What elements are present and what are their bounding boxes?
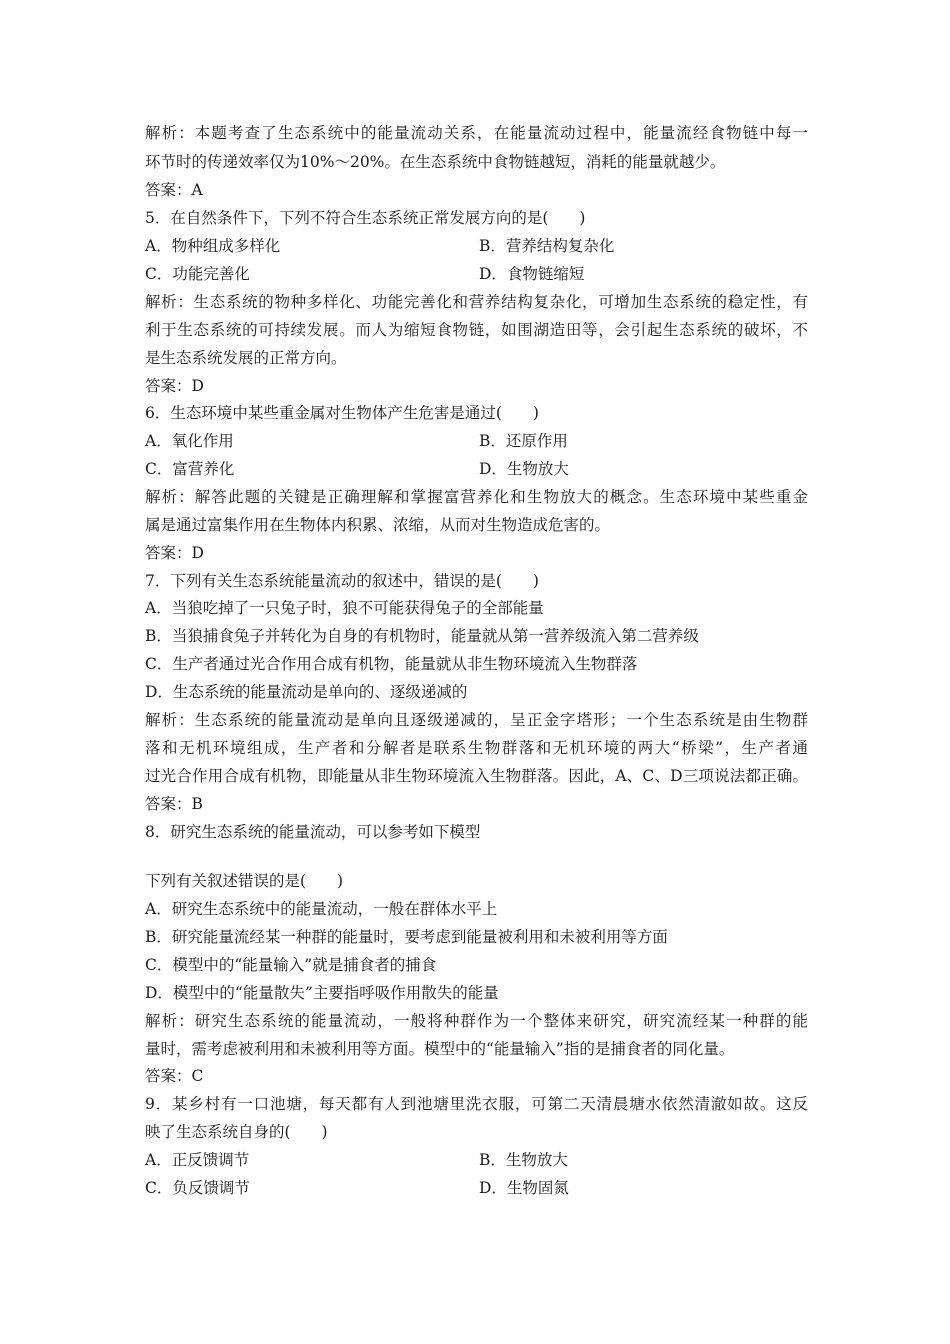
q8-sub-stem: 下列有关叙述错误的是( ) xyxy=(145,872,344,890)
q5-stem: 5．在自然条件下，下列不符合生态系统正常发展方向的是( ) xyxy=(145,209,586,227)
q5-option-b: B．营养结构复杂化 xyxy=(479,237,615,255)
q9-option-a: A．正反馈调节 xyxy=(145,1151,250,1169)
q8-option-a: A．研究生态系统中的能量流动，一般在群体水平上 xyxy=(145,900,498,918)
q9-option-b: B．生物放大 xyxy=(479,1151,568,1169)
q5-analysis-line-1: 解析：生态系统的物种多样化、功能完善化和营养结构复杂化，可增加生态系统的稳定性，有 xyxy=(145,293,808,311)
q8-option-d: D．模型中的“能量散失”主要指呼吸作用散失的能量 xyxy=(145,984,499,1002)
q6-analysis-line-2: 属是通过富集作用在生物体内积累、浓缩，从而对生物造成危害的。 xyxy=(145,516,611,534)
q4-analysis-line-1: 解析：本题考查了生态系统中的能量流动关系，在能量流动过程中，能量流经食物链中每一 xyxy=(145,124,808,142)
q7-option-b: B．当狼捕食兔子并转化为自身的有机物时，能量就从第一营养级流入第二营养级 xyxy=(145,627,699,645)
q6-analysis-line-1: 解析：解答此题的关键是正确理解和掌握富营养化和生物放大的概念。生态环境中某些重金 xyxy=(145,488,808,506)
q5-option-a: A．物种组成多样化 xyxy=(145,237,281,255)
q6-option-d: D．生物放大 xyxy=(479,460,569,478)
q7-option-c: C．生产者通过光合作用合成有机物，能量就从非生物环境流入生物群落 xyxy=(145,655,638,673)
q5-analysis-line-2: 利于生态系统的可持续发展。而人为缩短食物链，如围湖造田等，会引起生态系统的破坏，不 xyxy=(145,321,808,339)
q9-stem-line-1: 9．某乡村有一口池塘，每天都有人到池塘里洗衣服，可第二天清晨塘水依然清澈如故。这反 xyxy=(145,1095,808,1113)
q8-analysis-line-1: 解析：研究生态系统的能量流动，一般将种群作为一个整体来研究，研究流经某一种群的能 xyxy=(145,1012,808,1030)
q7-option-d: D．生态系统的能量流动是单向的、逐级递减的 xyxy=(145,683,468,701)
q5-analysis-line-3: 是生态系统发展的正常方向。 xyxy=(145,349,347,367)
q8-stem: 8．研究生态系统的能量流动，可以参考如下模型 xyxy=(145,823,481,841)
q5-answer: 答案：D xyxy=(145,377,204,395)
q5-option-d: D．食物链缩短 xyxy=(479,265,585,283)
q6-option-a: A．氧化作用 xyxy=(145,432,234,450)
q8-answer: 答案：C xyxy=(145,1067,204,1085)
q6-stem: 6．生态环境中某些重金属对生物体产生危害是通过( ) xyxy=(145,404,539,422)
q9-option-c: C．负反馈调节 xyxy=(145,1179,250,1197)
q6-option-b: B．还原作用 xyxy=(479,432,568,450)
q7-analysis-line-1: 解析：生态系统的能量流动是单向且逐级递减的，呈正金字塔形；一个生态系统是由生物群 xyxy=(145,711,808,729)
q8-analysis-line-2: 量时，需考虑被利用和未被利用等方面。模型中的“能量输入”指的是捕食者的同化量。 xyxy=(145,1040,735,1058)
q9-stem-line-2: 映了生态系统自身的( ) xyxy=(145,1123,328,1141)
q7-stem: 7．下列有关生态系统能量流动的叙述中，错误的是( ) xyxy=(145,572,539,590)
q4-analysis-line-2: 环节时的传递效率仅为10%～20%。在生态系统中食物链越短，消耗的能量就越少。 xyxy=(145,153,726,171)
q7-analysis-line-3: 过光合作用合成有机物，即能量从非生物环境流入生物群落。因此，A、C、D三项说法都正确。 xyxy=(145,767,808,785)
q5-option-c: C．功能完善化 xyxy=(145,265,250,283)
q7-analysis-line-2: 落和无机环境组成，生产者和分解者是联系生物群落和无机环境的两大“桥梁”，生产者通 xyxy=(145,739,808,757)
q9-option-d: D．生物固氮 xyxy=(479,1179,569,1197)
q7-answer: 答案：B xyxy=(145,795,203,813)
q6-option-c: C．富营养化 xyxy=(145,460,235,478)
q7-option-a: A．当狼吃掉了一只兔子时，狼不可能获得兔子的全部能量 xyxy=(145,599,544,617)
q8-option-b: B．研究能量流经某一种群的能量时，要考虑到能量被利用和未被利用等方面 xyxy=(145,928,668,946)
q4-answer: 答案：A xyxy=(145,181,203,199)
q6-answer: 答案：D xyxy=(145,544,204,562)
q8-option-c: C．模型中的“能量输入”就是捕食者的捕食 xyxy=(145,956,437,974)
